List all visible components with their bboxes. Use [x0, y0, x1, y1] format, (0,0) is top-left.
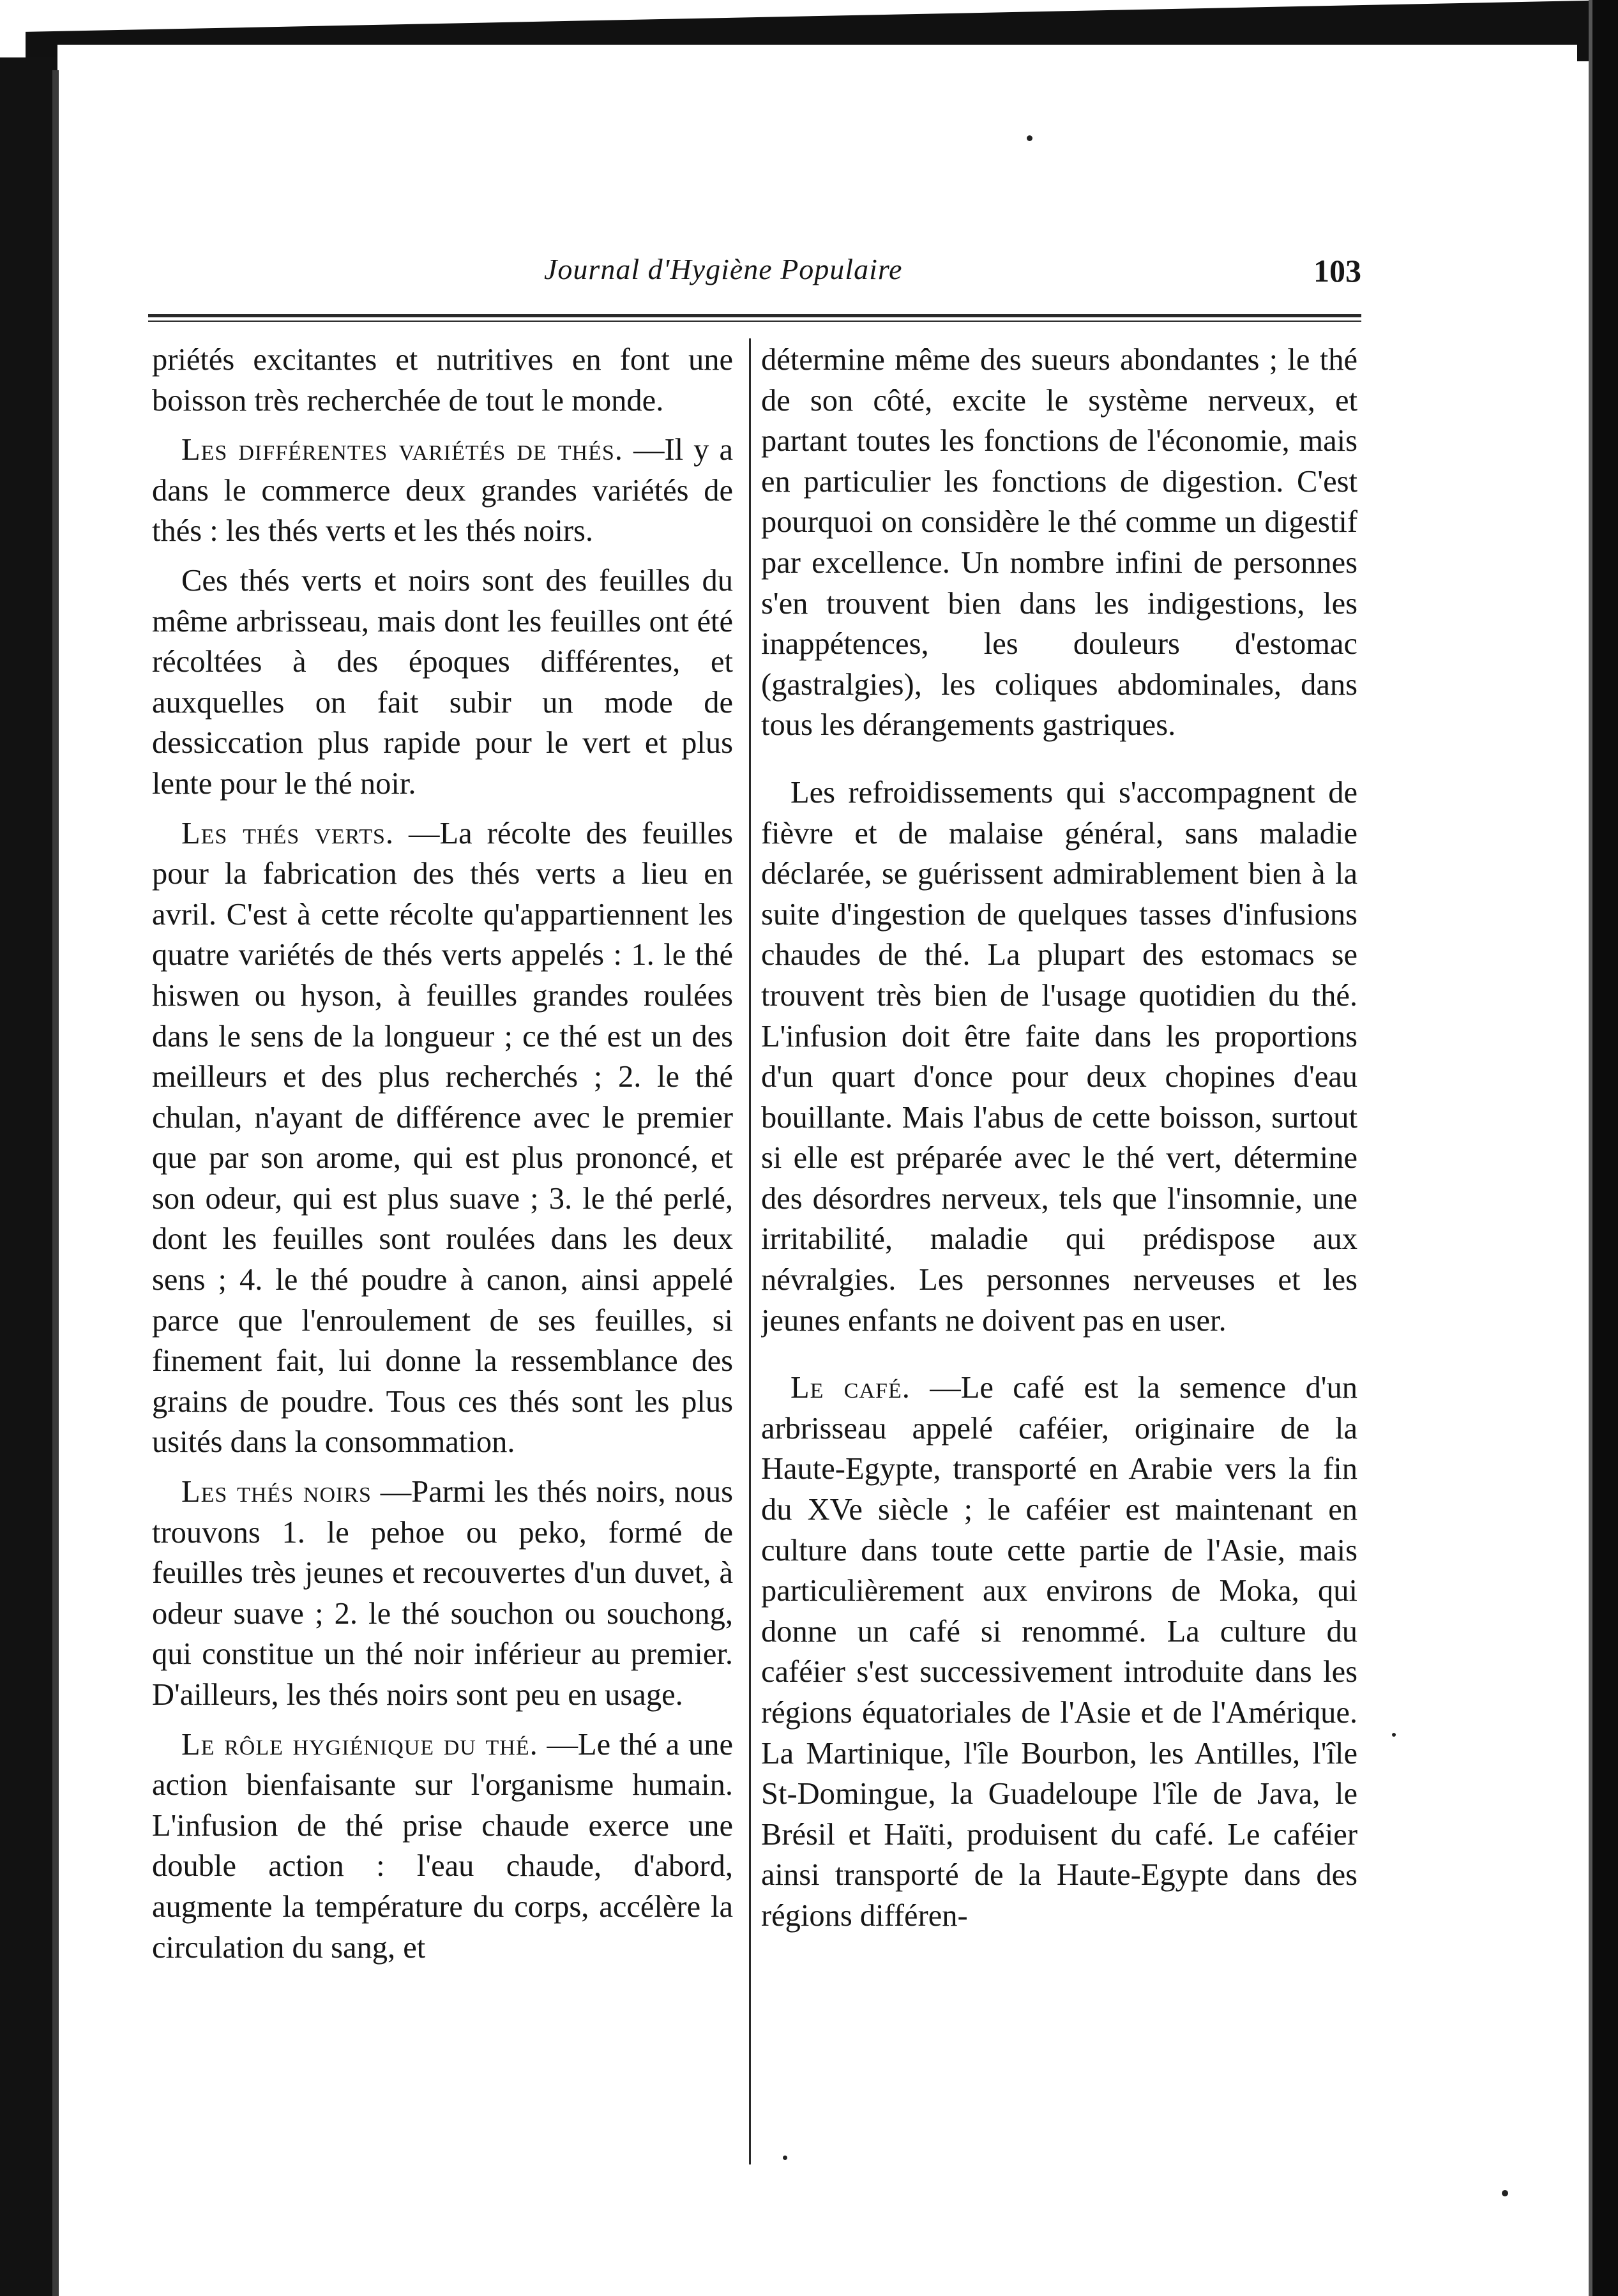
scan-speck: [1502, 2190, 1508, 2196]
column-divider: [749, 338, 751, 2164]
paragraph-text: détermine même des sueurs abondantes ; le thé de son côté, excite le système nerveux, et partant toutes les fonctions de l'économie, mais en particulier les fonctions de digestion. C'est pourquoi on considère le thé comme un digestif par excellence. Un nombre infini de personnes s'en trouvent bien dans les indigestions, les inappétences, les douleurs d'estomac (gastralgies), les coliques abdominales, dans tous les dérangements gastriques.: [761, 343, 1357, 743]
page-header: [148, 252, 1361, 303]
paragraph-text: —Parmi les thés noirs, nous trouvons 1. le pehoe ou peko, formé de feuilles très jeunes et recouvertes d'un duvet, à odeur suave ; 2. le thé souchon ou souchong, qui constitue un thé noir inférieur au premier. D'ailleurs, les thés noirs sont peu en usage.: [152, 1475, 733, 1712]
header-rule-thin: [148, 321, 1361, 322]
section-heading: Les différentes variétés de thés.: [181, 433, 623, 467]
paragraph-text: priétés excitantes et nutritives en font une boisson très recherchée de tout le monde.: [152, 343, 733, 418]
paragraph-text: —Le café est la semence d'un arbrisseau appelé caféier, originaire de la Haute-Egypte, transporté en Arabie vers la fin du XVe siècle ; le caféier est maintenant en culture dans toute cette partie de l'Asie, mais particulièrement aux environs de Moka, qui donne un café si renommé. La culture du caféier s'est successivement introduite dans les régions équatoriales de l'Asie et de l'Amérique. La Martinique, l'île Bourbon, les Antilles, l'île St-Domingue, la Guadeloupe l'île de Java, le Brésil et Haïti, produisent du café. Le caféier ainsi transporté de la Haute-Egypte dans des régions différen-: [761, 1371, 1357, 1933]
page-edge-top: [57, 45, 1577, 77]
section-heading: Les thés noirs: [181, 1475, 372, 1509]
paragraph-text: —La récolte des feuilles pour la fabrication des thés verts a lieu en avril. C'est à cette récolte qu'appartiennent les quatre variétés de thés verts appelés : 1. le thé hiswen ou hyson, à feuilles grandes roulées dans le sens de la longueur ; ce thé est un des meilleurs et des plus recherchés ; 2. le thé chulan, n'ayant de différence avec le premier que par son arome, qui est plus prononcé, et son odeur, qui est plus suave ; 3. le thé perlé, dont les feuilles sont roulées dans les deux sens ; 4. le thé poudre à canon, ainsi appelé parce que l'enroulement de ses feuilles, si finement fait, lui donne la ressemblance des grains de poudre. Tous ces thés sont les plus usités dans la consommation.: [152, 816, 733, 1460]
page-edge-right: [1589, 0, 1592, 2296]
section-heading: Le café.: [790, 1371, 911, 1405]
paragraph: [152, 1725, 733, 1968]
section-heading: Les thés verts.: [181, 816, 395, 850]
section-heading: Le rôle hygiénique du thé.: [181, 1727, 538, 1762]
paragraph: [152, 813, 733, 1463]
paragraph-text: —Le thé a une action bienfaisante sur l'organisme humain. L'infusion de thé prise chaude exerce une double action : l'eau chaude, d'abord, augmente la température du corps, accélère la circulation du sang, et: [152, 1727, 733, 1965]
paragraph: [152, 561, 733, 804]
page-edge-left: [52, 70, 59, 2296]
left-column: [152, 340, 733, 2166]
header-rule: [148, 314, 1361, 317]
paragraph-text: Ces thés verts et noirs sont des feuilles du même arbrisseau, mais dont les feuilles ont été récoltées à des époques différentes, et auxquelles on fait subir un mode de dessiccation plus rapide pour le vert et plus lente pour le thé noir.: [152, 563, 733, 801]
paragraph: [152, 340, 733, 421]
page-number: 103: [1313, 253, 1361, 289]
paragraph: [761, 340, 1357, 746]
running-title: Journal d'Hygiène Populaire: [544, 253, 903, 285]
paragraph: [152, 430, 733, 552]
scan-speck: [1027, 135, 1032, 141]
paragraph: [761, 773, 1357, 1341]
scan-border-right: [1590, 0, 1618, 2296]
paragraph: [152, 1472, 733, 1716]
paragraph-text: Les refroidissements qui s'accompagnent de fièvre et de malaise général, sans maladie déclarée, se guérissent admirablement bien à la suite d'ingestion de quelques tasses d'infusions chaudes de thé. La plupart des estomacs se trouvent très bien de l'usage quotidien du thé. L'infusion doit être faite dans les proportions d'un quart d'once pour deux chopines d'eau bouillante. Mais l'abus de cette boisson, surtout si elle est préparée avec le thé vert, détermine des désordres nerveux, tels que l'insomnie, une irritabilité, maladie qui prédispose aux névralgies. Les personnes nerveuses et les jeunes enfants ne doivent pas en user.: [761, 775, 1357, 1338]
paragraph: [761, 1368, 1357, 1936]
right-column: [761, 340, 1357, 2166]
scan-speck: [1392, 1733, 1396, 1737]
scan-border-left: [0, 57, 57, 2296]
paragraph-text: —Il y a dans le commerce deux grandes variétés de thés : les thés verts et les thés noirs.: [152, 433, 733, 548]
